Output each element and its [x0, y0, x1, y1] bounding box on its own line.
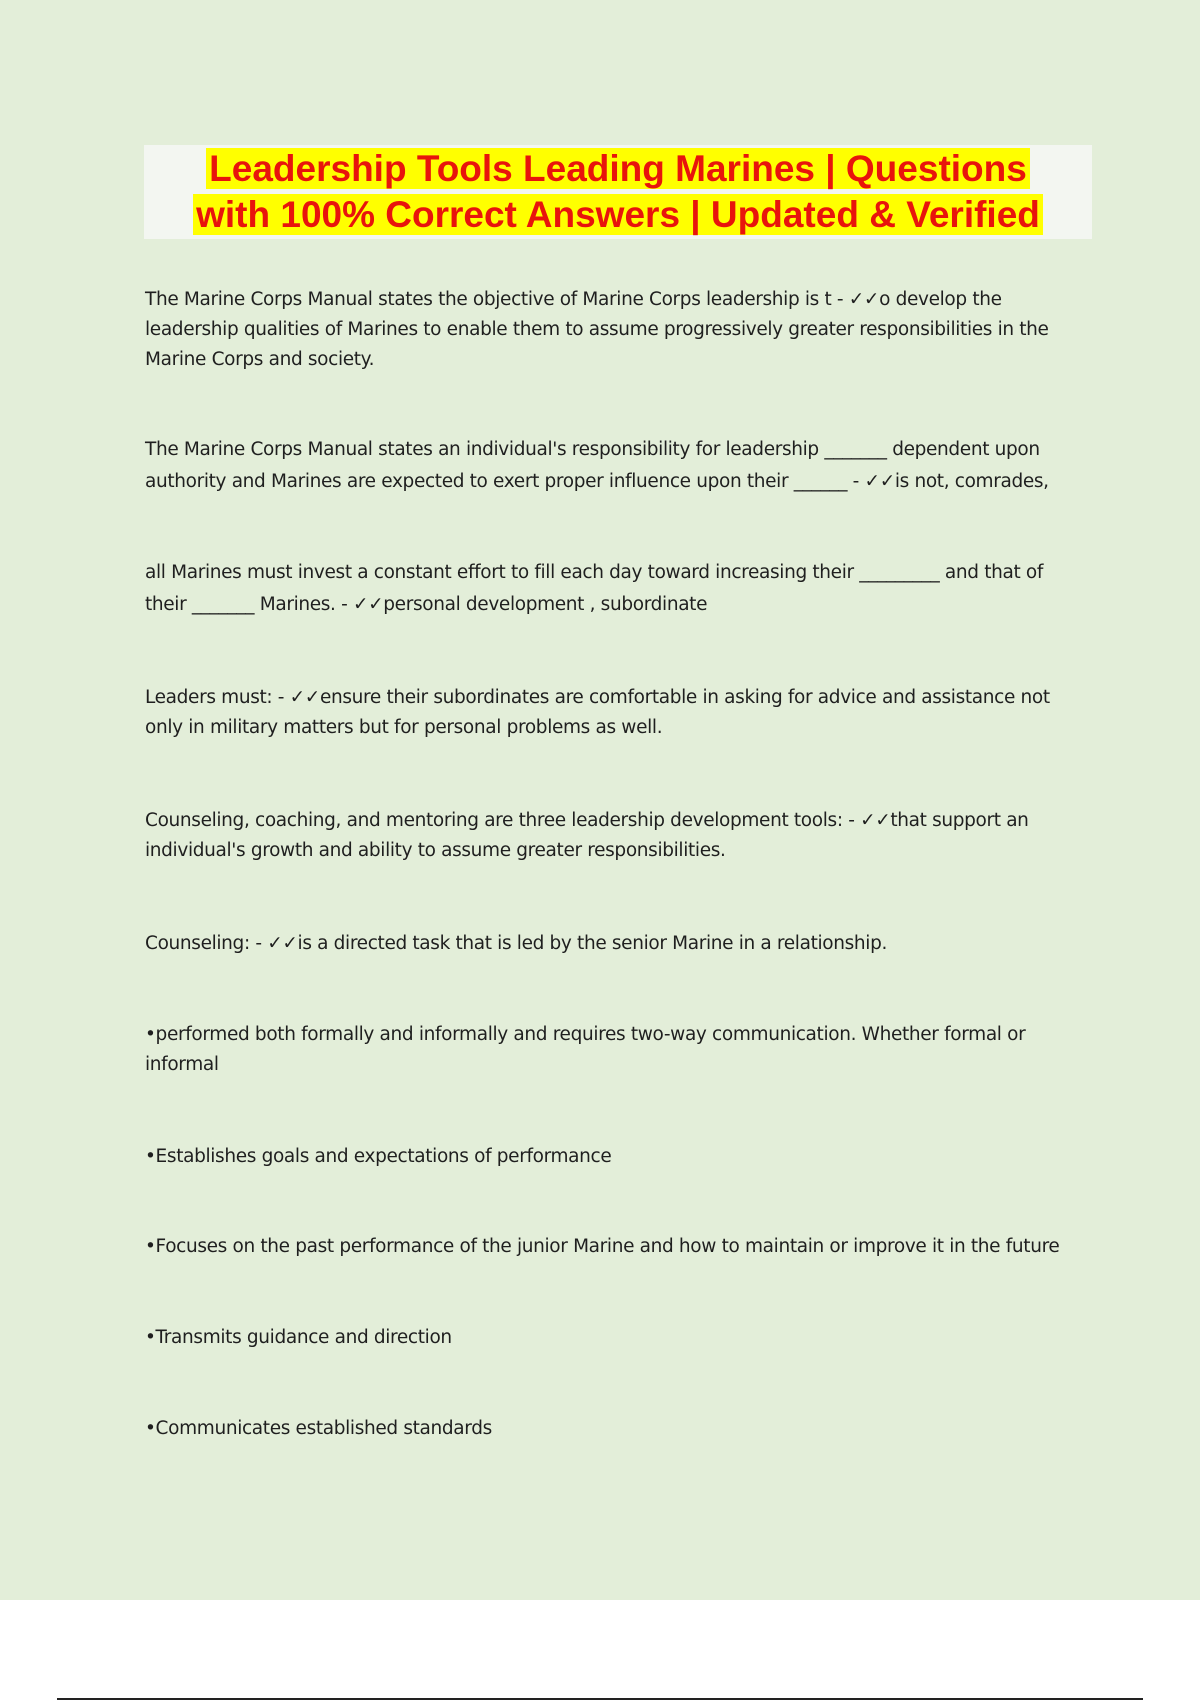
entry-line: •Communicates established standards — [145, 1418, 492, 1439]
qa-entry-2 — [145, 434, 1085, 498]
bullet-item-2 — [145, 1142, 1085, 1172]
bullet-item-1 — [145, 1020, 1085, 1080]
document-title — [144, 145, 1092, 239]
qa-entry-6 — [145, 929, 1085, 959]
entry-line: •performed both formally and informally and requires two-way communication. Whether formal or — [145, 1024, 1026, 1045]
bullet-item-5 — [145, 1414, 1085, 1444]
bullet-item-3 — [145, 1232, 1085, 1262]
title-line-1: Leadership Tools Leading Marines | Questions — [144, 146, 1092, 192]
entry-line: Marine Corps and society. — [145, 349, 375, 370]
entry-line: informal — [145, 1054, 219, 1075]
qa-entry-1 — [145, 285, 1085, 375]
qa-entry-5 — [145, 806, 1085, 866]
entry-line: The Marine Corps Manual states the objective of Marine Corps leadership is t - ✓✓o develop the — [145, 289, 1002, 310]
qa-entry-4 — [145, 683, 1085, 743]
entry-line: individual's growth and ability to assume greater responsibilities. — [145, 840, 726, 861]
entry-line: only in military matters but for personal problems as well. — [145, 717, 663, 738]
entry-line: •Focuses on the past performance of the junior Marine and how to maintain or improve it in the future — [145, 1236, 1060, 1257]
entry-line: •Establishes goals and expectations of performance — [145, 1146, 612, 1167]
entry-line: authority and Marines are expected to exert proper influence upon their ______ - ✓✓is not, comrades, — [145, 471, 1049, 492]
entry-line: The Marine Corps Manual states an individual's responsibility for leadership _______ dependent upon — [145, 439, 1040, 460]
qa-entry-3 — [145, 557, 1085, 621]
entry-line: all Marines must invest a constant effort to fill each day toward increasing their _________ and that of — [145, 562, 1044, 583]
entry-line: Counseling, coaching, and mentoring are three leadership development tools: - ✓✓that support an — [145, 810, 1029, 831]
entry-line: their _______ Marines. - ✓✓personal development , subordinate — [145, 594, 708, 615]
entry-line: Counseling: - ✓✓is a directed task that is led by the senior Marine in a relationship. — [145, 933, 887, 954]
title-line-2: with 100% Correct Answers | Updated & Verified — [144, 192, 1092, 238]
entry-line: Leaders must: - ✓✓ensure their subordinates are comfortable in asking for advice and assistance not — [145, 687, 1050, 708]
bullet-item-4 — [145, 1323, 1085, 1353]
entry-line: •Transmits guidance and direction — [145, 1327, 452, 1348]
entry-line: leadership qualities of Marines to enable them to assume progressively greater responsibilities in the — [145, 319, 1049, 340]
